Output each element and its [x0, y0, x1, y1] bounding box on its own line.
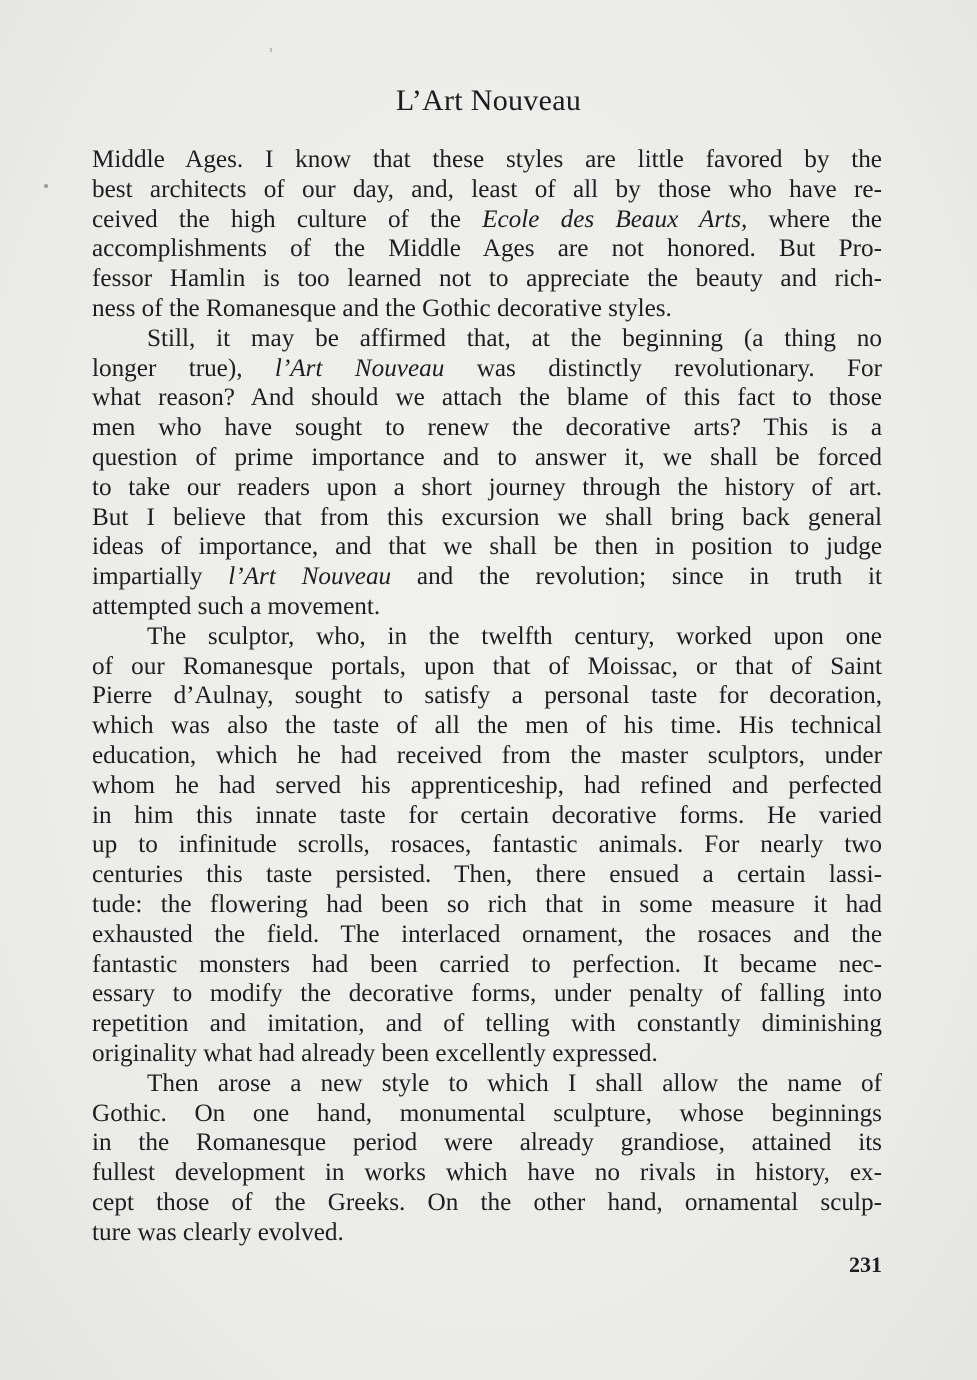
text-line: best architects of our day, and, least of all by those who have re- [92, 175, 882, 203]
text-line: The sculptor, who, in the twelfth century, worked upon one [147, 622, 882, 650]
text-line: Pierre d’Aulnay, sought to satisfy a personal taste for decoration, [92, 682, 882, 710]
text-line: accomplishments of the Middle Ages are not honored. But Pro- [92, 235, 882, 263]
text-line: to take our readers upon a short journey through the history of art. [92, 473, 882, 501]
text-line: fessor Hamlin is too learned not to appreciate the beauty and rich- [92, 265, 882, 293]
text-line: ideas of importance, and that we shall be then in position to judge [92, 533, 882, 561]
text-line: attempted such a movement. [92, 592, 381, 620]
text-segment: ceived the high culture of the [92, 205, 483, 233]
margin-speck [44, 184, 48, 188]
text-line: repetition and imitation, and of telling with constantly diminishing [92, 1010, 882, 1038]
text-line: fullest development in works which have no rivals in history, ex- [92, 1159, 882, 1187]
italic-phrase: l’Art Nouveau [228, 563, 392, 591]
text-line: of our Romanesque portals, upon that of Moissac, or that of Saint [92, 652, 882, 680]
page-number: 231 [849, 1252, 882, 1277]
text-line: tude: the flowering had been so rich that in some measure it had [92, 890, 882, 918]
text-segment: impartially [92, 563, 229, 591]
text-line: education, which he had received from the master sculptors, under [92, 741, 882, 769]
text-line: essary to modify the decorative forms, under penalty of falling into [92, 980, 882, 1008]
text-line: Gothic. On one hand, monumental sculpture, whose beginnings [92, 1099, 882, 1127]
text-line: in him this innate taste for certain decorative forms. He varied [92, 801, 882, 829]
text-line: which was also the taste of all the men of his time. His technical [92, 712, 882, 740]
text-segment: where the [747, 205, 882, 233]
text-segment: and the revolution; since in truth it [391, 563, 883, 591]
body-text [92, 145, 882, 1247]
italic-phrase: l’Art Nouveau [274, 354, 445, 382]
text-line [92, 562, 882, 592]
text-line: ture was clearly evolved. [92, 1218, 344, 1246]
text-segment: longer true), [92, 354, 275, 382]
text-line: centuries this taste persisted. Then, there ensued a certain lassi- [92, 861, 882, 889]
text-line: men who have sought to renew the decorative arts? This is a [92, 414, 882, 442]
text-segment: was distinctly revolutionary. For [444, 354, 882, 382]
text-line: in the Romanesque period were already grandiose, attained its [92, 1129, 882, 1157]
running-head: L’Art Nouveau [395, 84, 582, 117]
text-line: fantastic monsters had been carried to perfection. It became nec- [92, 950, 882, 978]
italic-phrase: Ecole des Beaux Arts, [482, 205, 748, 233]
text-line: up to infinitude scrolls, rosaces, fantastic animals. For nearly two [92, 831, 882, 859]
text-line [92, 354, 882, 384]
text-line: Still, it may be affirmed that, at the beginning (a thing no [147, 324, 882, 352]
text-line: Then arose a new style to which I shall allow the name of [147, 1069, 882, 1097]
text-line [92, 205, 882, 235]
margin-speck [270, 48, 272, 52]
text-line: question of prime importance and to answer it, we shall be forced [92, 443, 882, 471]
text-line: whom he had served his apprenticeship, had refined and perfected [92, 771, 882, 799]
text-line: Middle Ages. I know that these styles are little favored by the [92, 146, 882, 173]
text-line: exhausted the field. The interlaced ornament, the rosaces and the [92, 920, 882, 948]
text-line: originality what had already been excellently expressed. [92, 1039, 658, 1067]
text-line: what reason? And should we attach the blame of this fact to those [92, 384, 882, 412]
text-line: But I believe that from this excursion we shall bring back general [92, 503, 882, 531]
text-line: ness of the Romanesque and the Gothic decorative styles. [92, 294, 672, 322]
text-line: cept those of the Greeks. On the other hand, ornamental sculp- [92, 1188, 882, 1216]
